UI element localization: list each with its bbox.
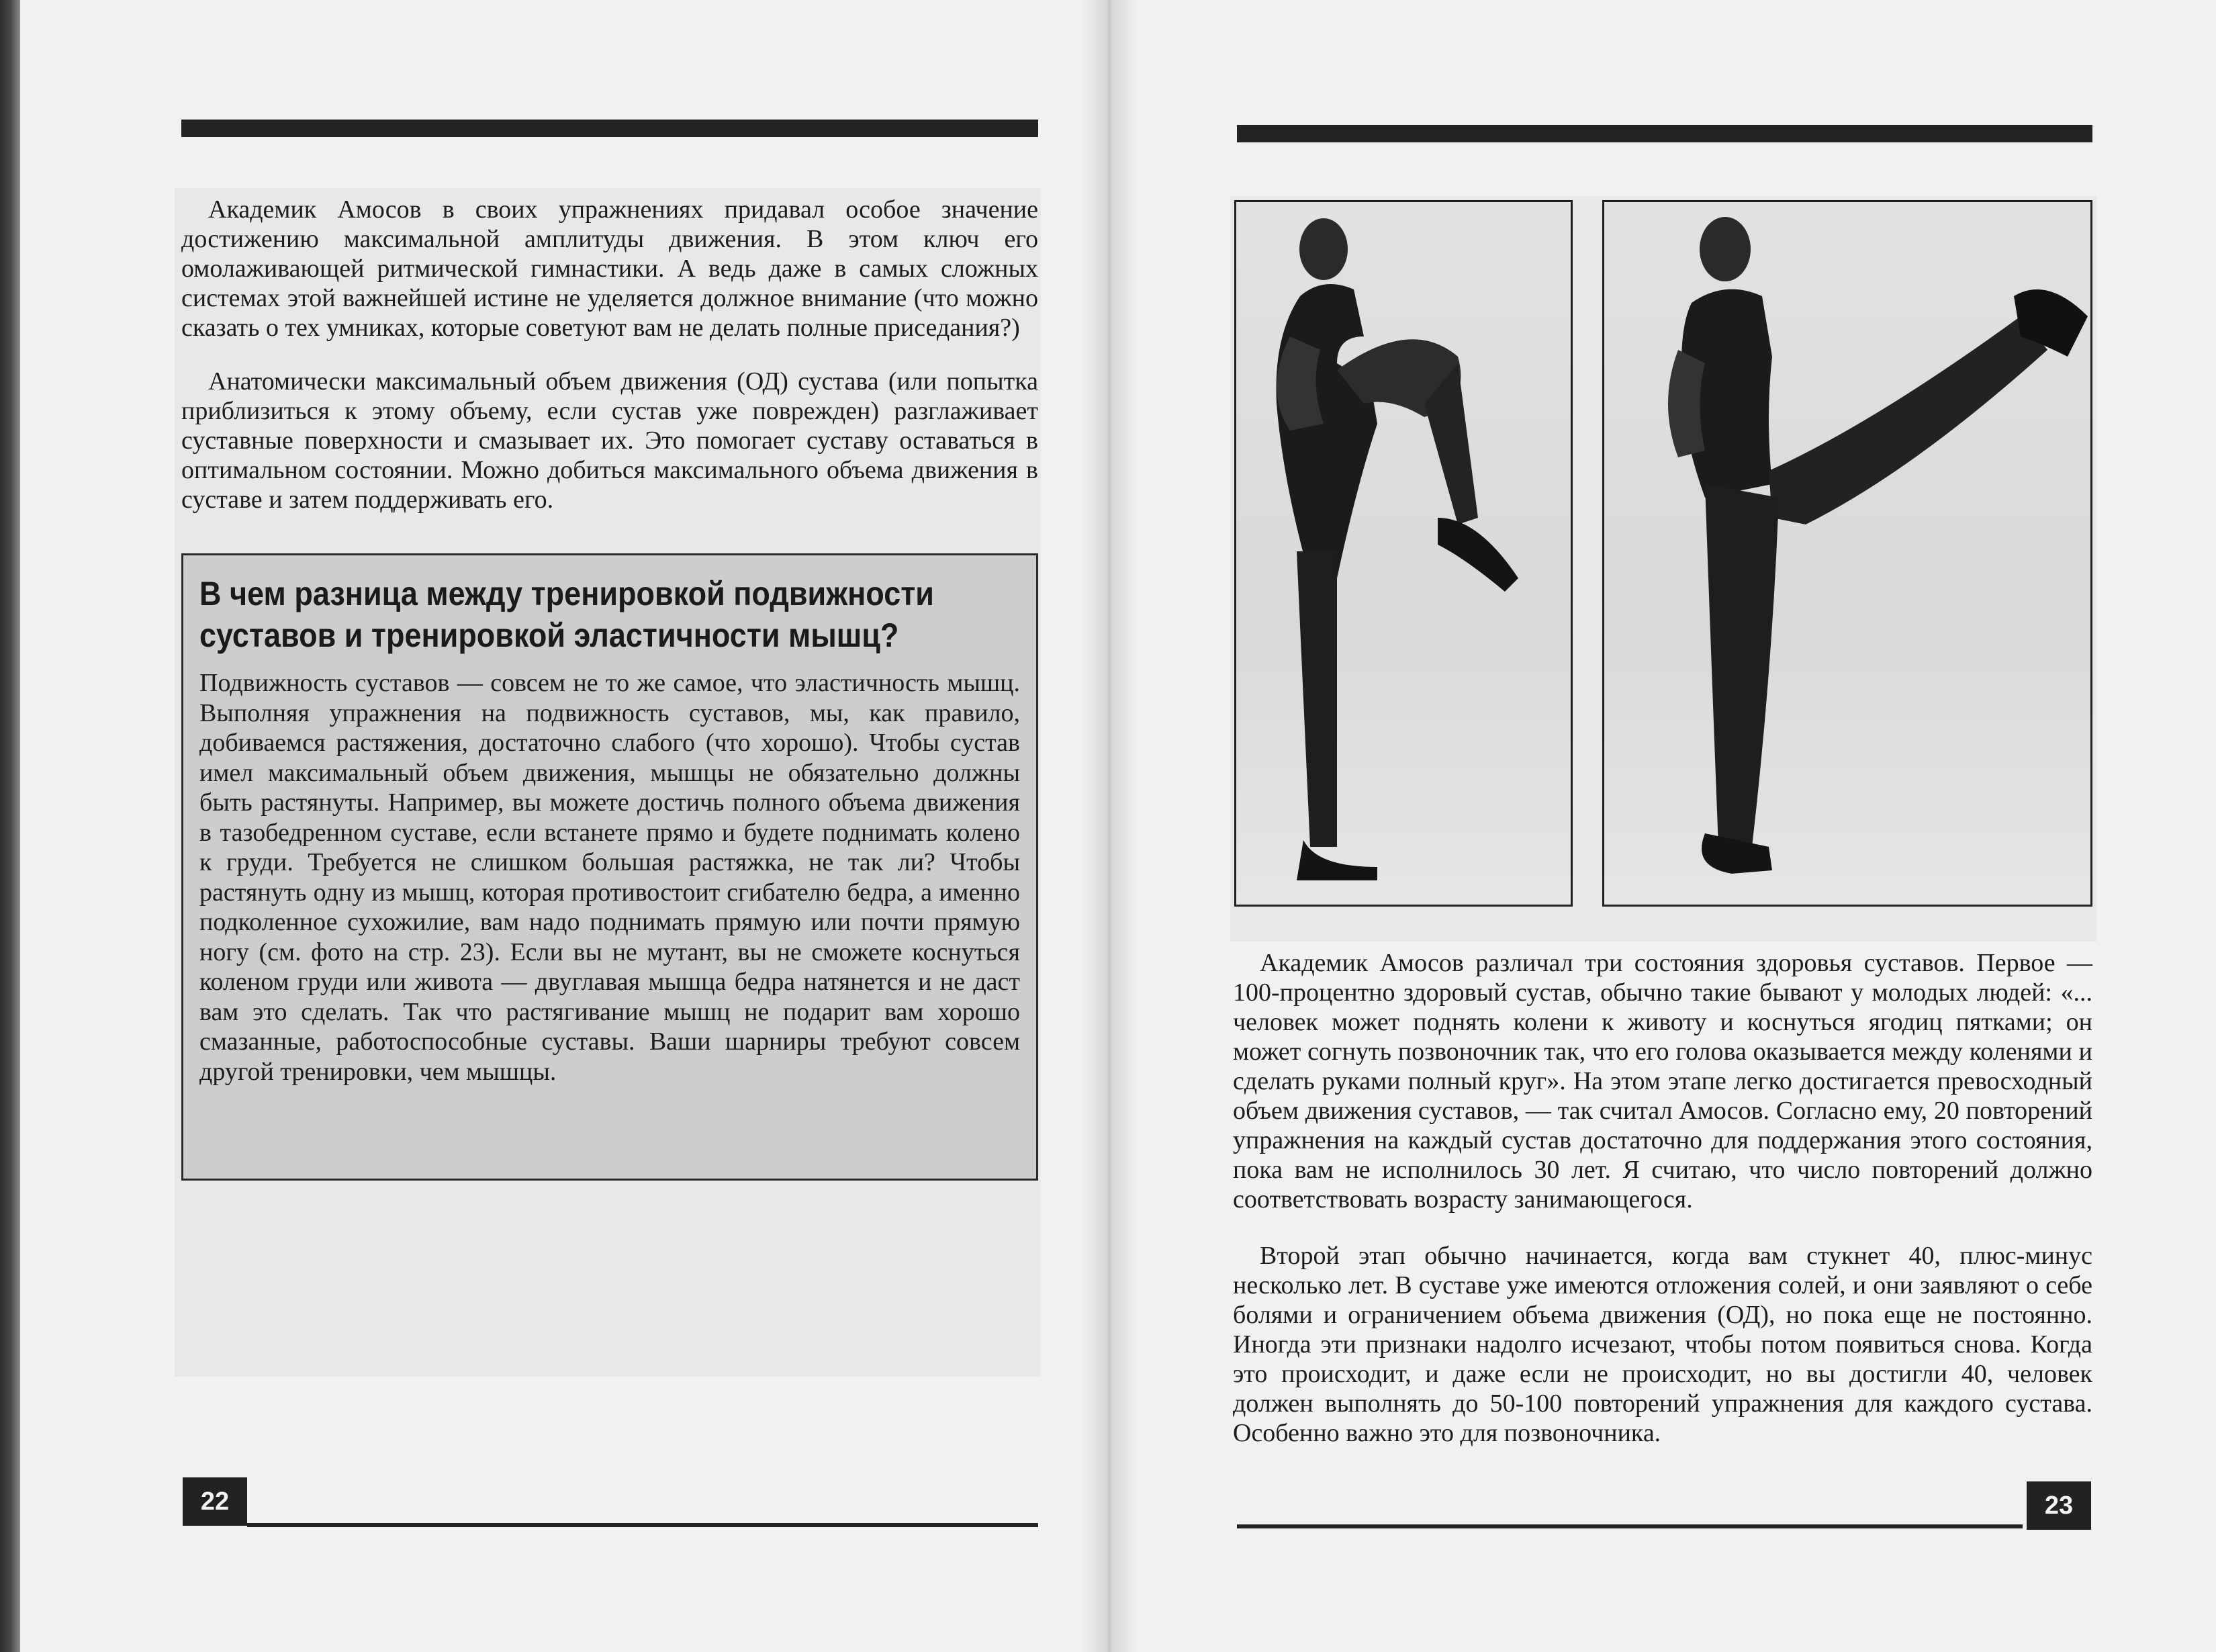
callout-box: [181, 553, 1038, 1181]
page-number-left: 22: [183, 1477, 247, 1526]
leg-raise-figure: [1604, 202, 2090, 905]
right-paragraph-1: Академик Амосов различал три состояния здоровья суставов. Первое — 100-процентно здоровый сустав, обычно такие бывают у молодых людей: «... человек может поднять колени к животу и коснуться ягодиц пятками; он может согнуть позвоночник так, что его голова оказывается между коленями и сделать руками полный круг». На этом этапе легко достигается превосходный объем движения суставов, — так считал Амосов. Согласно ему, 20 повторений упражнения на каждый сустав достаточно для поддержания этого состояния, пока вам не исполнилось 30 лет. Я считаю, что число повторений должно соответствовать возрасту занимающегося.: [1233, 949, 2092, 1213]
book-edge: [0, 0, 20, 1652]
photo-straight-leg-raise: [1602, 200, 2092, 907]
right-paragraph-2: Второй этап обычно начинается, когда вам стукнет 40, плюс-минус несколько лет. В суставе уже имеются отложения солей, и они заявляют о себе болями и ограничением объема движения (ОД), но пока еще не постоянно. Иногда эти признаки надолго исчезают, чтобы потом появиться снова. Когда это происходит, и даже если не происходит, но вы достигли 40, человек должен выполнять до 50-100 повторений упражнения для каждого сустава. Особенно важно это для позвоночника.: [1233, 1242, 2092, 1447]
callout-body: Подвижность суставов — совсем не то же самое, что эластичность мышц. Выполняя упражнения на подвижность суставов, мы, как правило, добиваемся растяжения, достаточно слабого (что хорошо). Чтобы сустав имел максимальный объем движения, мышцы не обязательно должны быть растянуты. Например, вы можете достичь полного объема движения в тазобедренном суставе, если встанете прямо и будете поднимать колено к груди. Требуется не слишком большая растяжка, не так ли? Чтобы растянуть одну из мышц, которая противостоит сгибателю бедра, а именно подколенное сухожилие, вам надо поднимать прямую или почти прямую ногу (см. фото на стр. 23). Если вы не мутант, вы не сможете коснуться коленом груди или живота — двуглавая мышца бедра натянется и не даст вам это сделать. Так что растягивание мышц не подарит вам хорошо смазанные, работоспособные суставы. Ваши шарниры требуют совсем другой тренировки, чем мышцы.: [199, 669, 1020, 1086]
left-paragraph-1: Академик Амосов в своих упражнениях придавал особое значение достижению максимальной амплитуды движения. В этом ключ его омолаживающей ритмической гимнастики. А ведь даже в самых сложных системах этой важнейшей истине не уделяется должное внимание (что можно сказать о тех умниках, которые советуют вам не делать полные приседания?): [181, 195, 1038, 342]
knee-raise-figure: [1236, 202, 1571, 905]
callout-title: В чем разница между тренировкой подвижности суставов и тренировкой эластичности мышц?: [199, 575, 934, 654]
book-spine-shadow: [1080, 0, 1139, 1652]
page-number-right: 23: [2027, 1481, 2091, 1530]
footer-rule-right: [1237, 1524, 2023, 1528]
left-paragraph-2: Анатомически максимальный объем движения (ОД) сустава (или попытка приблизиться к этому объему, если сустав уже поврежден) разглаживает суставные поверхности и смазывает их. Это помогает суставу оставаться в оптимальном состоянии. Можно добиться максимального объема движения в суставе и затем поддерживать его.: [181, 367, 1038, 514]
footer-rule-left: [247, 1523, 1038, 1527]
right-page: [1109, 0, 2216, 1652]
photo-knee-raise: [1234, 200, 1573, 907]
header-bar-right: [1237, 125, 2092, 142]
header-bar-left: [181, 120, 1038, 137]
